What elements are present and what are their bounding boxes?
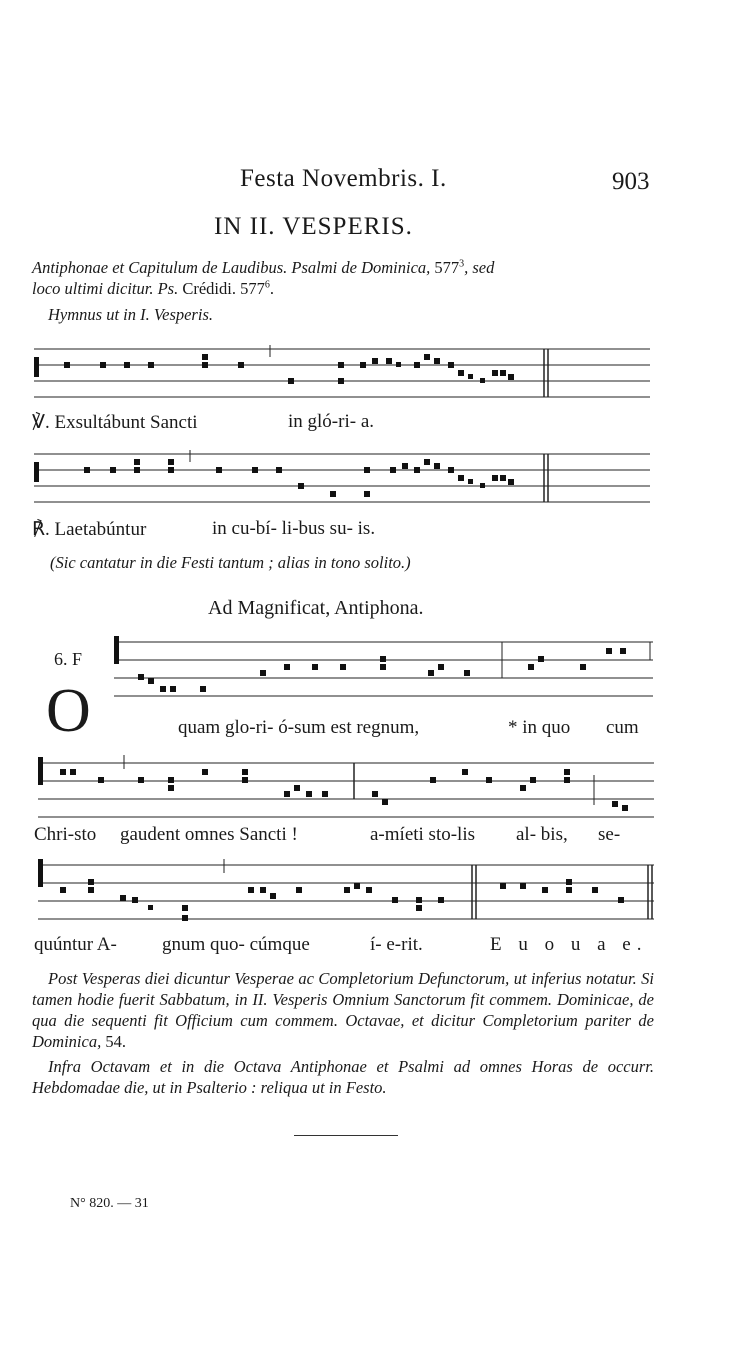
c-clef-icon	[38, 859, 43, 887]
antiphon-line-3-a: quúntur A-	[34, 934, 117, 955]
neume	[606, 648, 612, 654]
neume	[168, 467, 174, 473]
neume	[528, 664, 534, 670]
neume	[354, 883, 360, 889]
neume	[364, 491, 370, 497]
rubric-line-1-text: Antiphonae et Capitulum de Laudibus. Psalmi de Dominica,	[32, 258, 431, 277]
neume	[462, 769, 468, 775]
neume	[468, 374, 473, 379]
response-lyrics	[32, 518, 146, 541]
neume	[486, 777, 492, 783]
neume	[340, 664, 346, 670]
neume	[296, 887, 302, 893]
neume	[386, 358, 392, 364]
running-title: Festa Novembris. I.	[240, 165, 447, 192]
neume	[132, 897, 138, 903]
neume	[380, 656, 386, 662]
staff-lines	[38, 755, 654, 817]
neume	[622, 805, 628, 811]
antiphon-line-3-b: gnum quo- cúmque	[162, 934, 310, 955]
neume	[242, 769, 248, 775]
neume	[390, 467, 396, 473]
neume	[248, 887, 254, 893]
response-symbol: ℟.	[32, 519, 50, 540]
neume	[88, 879, 94, 885]
neume	[580, 664, 586, 670]
neume	[458, 370, 464, 376]
neume	[372, 358, 378, 364]
neume	[216, 467, 222, 473]
neume	[530, 777, 536, 783]
neume	[182, 915, 188, 921]
versicle-syllable-1: Exsultábunt Sancti	[54, 412, 198, 433]
neume	[60, 887, 66, 893]
neume	[464, 670, 470, 676]
antiphon-line-3-d: E u o u a e.	[490, 934, 648, 955]
neume	[170, 686, 176, 692]
neume	[64, 362, 70, 368]
neume	[416, 897, 422, 903]
neume	[414, 467, 420, 473]
neume	[124, 362, 130, 368]
rubric-line-1-ref-sup: 3	[459, 258, 465, 270]
neume	[242, 777, 248, 783]
antiphon-line-1-c: cum	[606, 717, 639, 738]
antiphon-line-2-b: gaudent omnes Sancti !	[120, 824, 298, 845]
c-clef-icon	[34, 462, 39, 482]
page-number: 903	[612, 168, 650, 195]
rubric-line-1-tail: , sed	[464, 258, 495, 277]
neume	[294, 785, 300, 791]
neume	[202, 362, 208, 368]
neume	[424, 459, 430, 465]
neume	[134, 459, 140, 465]
section-title: IN II. VESPERIS.	[214, 213, 413, 240]
antiphon-line-3-c: í- e-rit.	[370, 934, 423, 955]
neume	[396, 362, 401, 367]
neume	[168, 777, 174, 783]
neume	[480, 483, 485, 488]
neume	[360, 362, 366, 368]
rubric-line-2-ref: 577	[240, 279, 265, 298]
neume	[434, 358, 440, 364]
neume	[148, 362, 154, 368]
neume	[434, 463, 440, 469]
neume	[618, 897, 624, 903]
neume	[458, 475, 464, 481]
neume	[448, 362, 454, 368]
neume	[260, 670, 266, 676]
neume	[564, 769, 570, 775]
neume	[306, 791, 312, 797]
response-syllable-1: Laetabúntur	[54, 519, 147, 540]
neume	[148, 678, 154, 684]
neume	[448, 467, 454, 473]
neume	[160, 686, 166, 692]
neume	[60, 769, 66, 775]
closing-rubric-1	[32, 968, 654, 1052]
neume	[298, 483, 304, 489]
staff-lines	[34, 345, 650, 397]
neume	[566, 887, 572, 893]
rubric-line-2-psalm: Crédidi.	[182, 279, 236, 298]
neume	[500, 883, 506, 889]
mode-label: 6. F	[54, 649, 83, 669]
neume	[520, 883, 526, 889]
antiphon-line-2-c: a-míeti sto-lis	[370, 824, 476, 845]
neume	[372, 791, 378, 797]
neume	[200, 686, 206, 692]
neume	[312, 664, 318, 670]
neume	[330, 491, 336, 497]
neume	[344, 887, 350, 893]
versicle-staff	[30, 345, 652, 403]
rubric-line-1	[32, 258, 494, 278]
neume	[542, 887, 548, 893]
closing-rubric-1-ref: 54.	[105, 1032, 126, 1051]
neume	[270, 893, 276, 899]
antiphon-line-2-a: Chri-sto	[34, 824, 97, 845]
neume	[70, 769, 76, 775]
footer-code: N° 820. — 31	[70, 1196, 149, 1211]
neume	[438, 664, 444, 670]
c-clef-icon	[38, 757, 43, 785]
antiphon-staff-3	[34, 857, 656, 927]
neume	[500, 370, 506, 376]
neume	[414, 362, 420, 368]
neume	[120, 895, 126, 901]
neume	[148, 905, 153, 910]
neume	[508, 479, 514, 485]
neume	[566, 879, 572, 885]
neume	[134, 467, 140, 473]
neume	[260, 887, 266, 893]
neume	[380, 664, 386, 670]
neume	[430, 777, 436, 783]
section-divider	[294, 1135, 398, 1136]
neume	[538, 656, 544, 662]
antiphon-line-2-d: al- bis,	[516, 824, 568, 845]
neume	[382, 799, 388, 805]
neume	[202, 769, 208, 775]
neume	[322, 791, 328, 797]
neume	[492, 370, 498, 376]
neume	[84, 467, 90, 473]
neume	[238, 362, 244, 368]
neume	[500, 475, 506, 481]
antiphon-staff-1	[110, 634, 655, 700]
versicle-note: (Sic cantatur in die Festi tantum ; alias in tono solito.)	[50, 553, 411, 572]
rubric-line-3: Hymnus ut in I. Vesperis.	[48, 305, 213, 324]
neume	[364, 467, 370, 473]
rubric-line-2-text: loco ultimi dicitur. Ps.	[32, 279, 179, 298]
neume	[168, 785, 174, 791]
neume	[276, 467, 282, 473]
neume	[402, 463, 408, 469]
c-clef-icon	[114, 636, 119, 664]
antiphon-staff-2	[34, 755, 656, 821]
neume	[508, 374, 514, 380]
antiphon-heading: Ad Magnificat, Antiphona.	[208, 597, 424, 619]
neume	[182, 905, 188, 911]
neume	[520, 785, 526, 791]
rubric-line-2-end: .	[269, 279, 274, 298]
neume	[138, 674, 144, 680]
neume	[202, 354, 208, 360]
neume	[492, 475, 498, 481]
staff-lines	[34, 450, 650, 502]
neume	[252, 467, 258, 473]
neume	[338, 378, 344, 384]
neume	[480, 378, 485, 383]
neume	[98, 777, 104, 783]
neume	[612, 801, 618, 807]
neume	[620, 648, 626, 654]
closing-rubric-1-text: Post Vesperas diei dicuntur Vesperae ac Completorium Defunctorum, ut inferius notatur. Si tamen hodie fuerit Sabbatum, in II. Vesperis Omnium Sanctorum fit commem. Dominicae, de qua die sequenti fit Officium cum commem. Octavae, et dicitur Completorium pariter de Dominica,	[32, 969, 654, 1051]
neume	[338, 362, 344, 368]
c-clef-icon	[34, 357, 39, 377]
neume	[428, 670, 434, 676]
neume	[110, 467, 116, 473]
neume	[288, 378, 294, 384]
neume	[416, 905, 422, 911]
versicle-symbol: ℣.	[32, 412, 50, 433]
neume	[592, 887, 598, 893]
neume	[284, 791, 290, 797]
neume	[438, 897, 444, 903]
rubric-line-1-ref: 577	[434, 258, 460, 277]
neume	[424, 354, 430, 360]
closing-rubric-2: Infra Octavam et in die Octava Antiphonae et Psalmi ad omnes Horas de occurr. Hebdomadae die, ut in Psalterio : reliqua ut in Festo.	[32, 1057, 654, 1097]
response-staff	[30, 450, 652, 508]
response-syllable-2: in cu-bí- li-bus su- is.	[212, 518, 376, 539]
neume	[88, 887, 94, 893]
antiphon-line-2-e: se-	[598, 824, 621, 845]
rubric-line-2	[32, 279, 274, 299]
neume	[284, 664, 290, 670]
versicle-lyrics	[32, 411, 198, 434]
drop-cap-initial: O	[46, 677, 91, 745]
antiphon-line-1-a: quam glo-ri- ó-sum est regnum,	[178, 717, 420, 738]
rubric-line-2-ref-sup: 6	[264, 279, 270, 291]
neume	[392, 897, 398, 903]
versicle-syllable-2: in gló-ri- a.	[288, 411, 375, 432]
neume	[366, 887, 372, 893]
antiphon-line-1-b: * in quo	[508, 717, 571, 738]
neume	[100, 362, 106, 368]
neume	[168, 459, 174, 465]
neume	[138, 777, 144, 783]
neume	[468, 479, 473, 484]
neume	[564, 777, 570, 783]
